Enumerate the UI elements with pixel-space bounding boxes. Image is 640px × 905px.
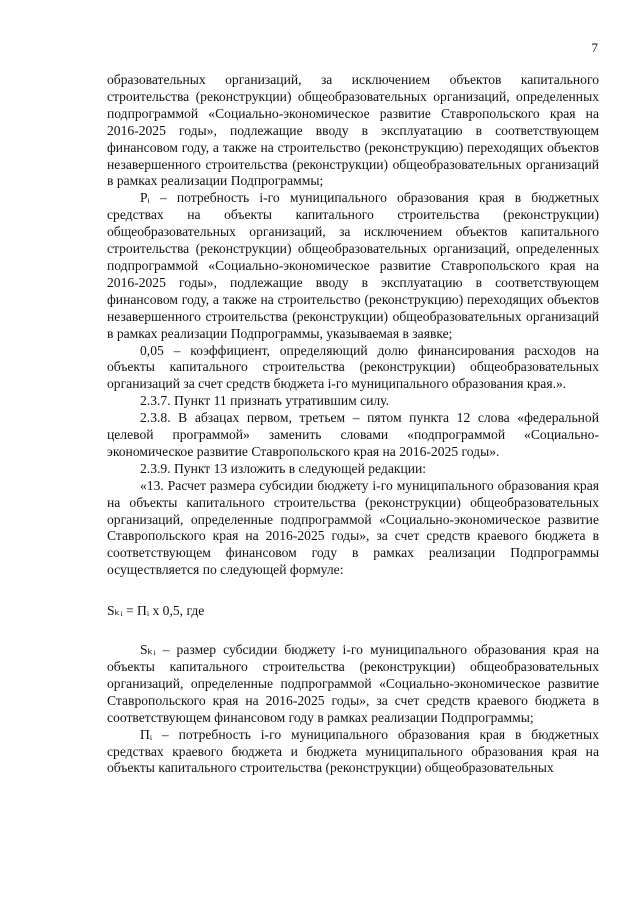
paragraph-2-3-9: 2.3.9. Пункт 13 изложить в следующей редакции:: [140, 460, 427, 476]
paragraph-pi-need: Пᵢ – потребность i-го муниципального образования края в бюджетных средствах краевого бюджета и бюджета муниципального образования края на объекты капитального строительства (реконструкции) общеобразовательных: [107, 726, 599, 776]
paragraph-2-3-8: 2.3.8. В абзацах первом, третьем – пятом пункта 12 слова «федеральной целевой программой» заменить словами «подпрограммой «Социально-экономическое развитие Ставропольского края на 2016-2025 годы».: [107, 410, 599, 459]
document-body: [107, 72, 599, 777]
paragraph-13: «13. Расчет размера субсидии бюджету i-го муниципального образования края на объекты капитального строительства (реконструкции) общеобразовательных организаций, определенные подпрограммой «Социально-экономическое развитие Ставропольского края на 2016-2025 годы», за счет средств краевого бюджета в соответствующем финансовом году в рамках реализации Подпрограммы осуществляется по следующей формуле:: [107, 477, 599, 578]
paragraph-ski-definition: Sₖᵢ – размер субсидии бюджету i-го муниципального образования края на объекты капитального строительства (реконструкции) общеобразовательных организаций, определенные подпрограммой «Социально-экономическое развитие Ставропольского края на 2016-2025 годы», за счет средств краевого бюджета в соответствующем финансовом году в рамках реализации Подпрограммы;: [107, 642, 599, 725]
paragraph-continuation: образовательных организаций, за исключением объектов капитального строительства (реконструкции) общеобразовательных организаций, определенных подпрограммой «Социально-экономическое развитие Ставропольского края на 2016-2025 годы», подлежащие вводу в эксплуатацию в соответствующем финансовом году, а также на строительство (реконструкцию) переходящих объектов незавершенного строительства (реконструкции) общеобразовательных организаций в рамках реализации Подпрограммы;: [107, 72, 599, 189]
formula: Sₖᵢ = Пᵢ x 0,5, где: [107, 603, 205, 619]
paragraph-2-3-7: 2.3.7. Пункт 11 признать утратившим силу.: [140, 393, 390, 409]
page-number: 7: [591, 40, 598, 55]
paragraph-pi-definition: Pᵢ – потребность i-го муниципального образования края в бюджетных средствах на объекты капитального строительства (реконструкции) общеобразовательных организаций, за исключением объектов капитального строительства (реконструкции) общеобразовательных организаций, определенных подпрограммой «Социально-экономическое развитие Ставропольского края на 2016-2025 годы», подлежащие вводу в эксплуатацию в соответствующем финансовом году, а также на строительство (реконструкцию) переходящих объектов незавершенного строительства (реконструкции) общеобразовательных организаций в рамках реализации Подпрограммы, указываемая в заявке;: [107, 190, 599, 341]
paragraph-coefficient: 0,05 – коэффициент, определяющий долю финансирования расходов на объекты капитального строительства (реконструкции) общеобразовательных организаций за счет средств бюджета i-го муниципального образования края.».: [107, 342, 599, 392]
